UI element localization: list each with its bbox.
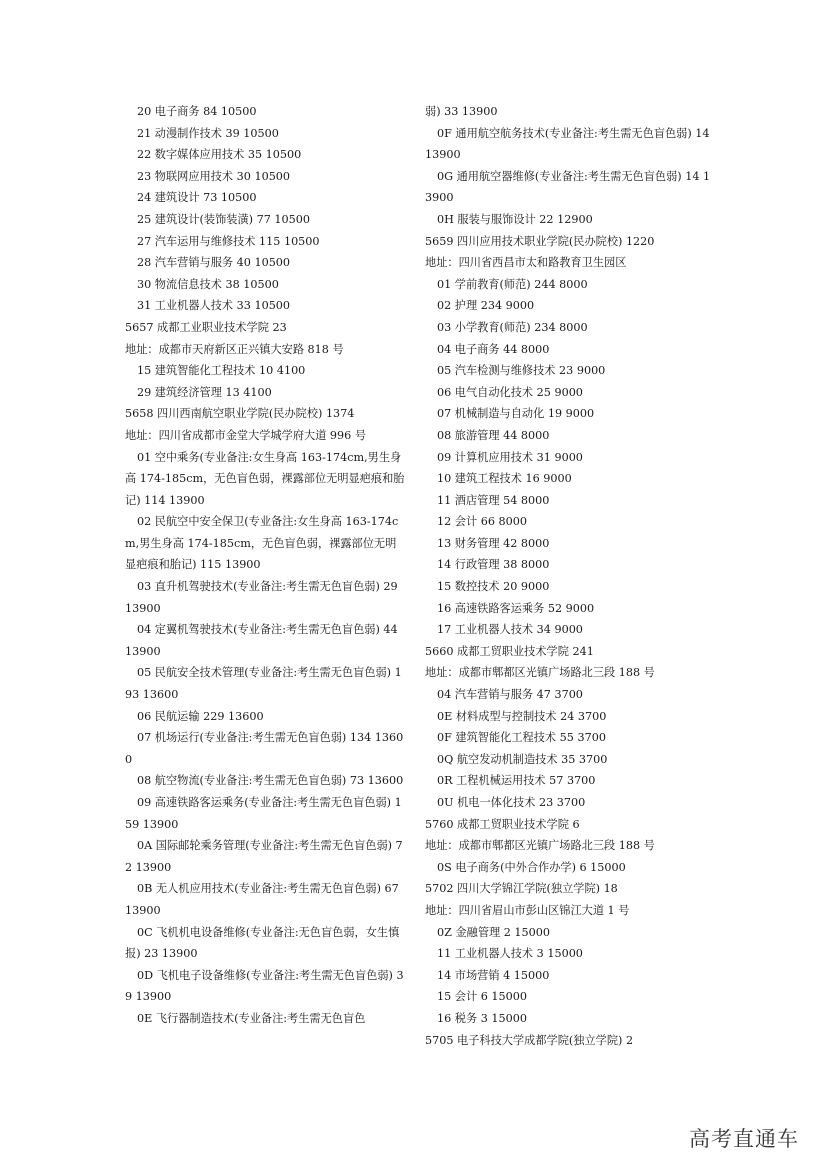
major-entry: 21 动漫制作技术 39 10500 xyxy=(137,126,279,140)
institution-entry: 5760 成都工贸职业技术学院 6 xyxy=(425,817,580,831)
major-entry: 01 学前教育(师范) 244 8000 xyxy=(437,277,588,291)
major-entry: 07 机场运行(专业备注:考生需无色盲色弱) 134 13600 xyxy=(125,731,404,766)
major-entry: 0B 无人机应用技术(专业备注:考生需无色盲色弱) 67 13900 xyxy=(125,882,399,917)
major-entry: 0U 机电一体化技术 23 3700 xyxy=(437,796,586,809)
major-entry: 05 民航安全技术管理(专业备注:考生需无色盲色弱) 193 13600 xyxy=(125,666,402,702)
major-entry: 09 高速铁路客运乘务(专业备注:考生需无色盲色弱) 159 13900 xyxy=(125,796,402,831)
major-entry: 25 建筑设计(装饰装潢) 77 10500 xyxy=(137,212,310,226)
major-entry: 0H 服装与服饰设计 22 12900 xyxy=(437,212,593,226)
major-entry: 11 工业机器人技术 3 15000 xyxy=(437,947,583,961)
major-entry: 14 市场营销 4 15000 xyxy=(437,968,550,982)
major-entry: 09 计算机应用技术 31 9000 xyxy=(437,450,583,464)
major-entry: 27 汽车运用与维修技术 115 10500 xyxy=(137,234,320,248)
major-entry: 11 酒店管理 54 8000 xyxy=(437,493,550,507)
major-entry: 24 建筑设计 73 10500 xyxy=(137,191,257,205)
major-entry: 04 汽车营销与服务 47 3700 xyxy=(437,688,583,702)
major-entry: 0G 通用航空器维修(专业备注:考生需无色盲色弱) 14 13900 xyxy=(425,169,711,205)
major-entry: 0E 材料成型与控制技术 24 3700 xyxy=(437,709,607,723)
major-entry: 23 物联网应用技术 30 10500 xyxy=(137,169,291,183)
major-entry: 06 电气自动化技术 25 9000 xyxy=(437,385,583,399)
major-entry: 0S 电子商务(中外合作办学) 6 15000 xyxy=(437,860,626,874)
major-entry: 30 物流信息技术 38 10500 xyxy=(137,277,279,291)
institution-entry: 5705 电子科技大学成都学院(独立学院) 2 xyxy=(425,1033,634,1047)
address-entry: 地址：四川省西昌市太和路教育卫生园区 xyxy=(425,256,627,270)
major-entry: 0A 国际邮轮乘务管理(专业备注:考生需无色盲色弱) 72 13900 xyxy=(125,839,403,874)
major-entry: 28 汽车营销与服务 40 10500 xyxy=(137,256,291,270)
major-entry: 22 数字媒体应用技术 35 10500 xyxy=(137,148,302,162)
major-entry: 03 小学教育(师范) 234 8000 xyxy=(437,320,588,334)
major-entry: 12 会计 66 8000 xyxy=(437,515,527,529)
major-entry: 31 工业机器人技术 33 10500 xyxy=(137,299,291,313)
major-entry: 06 民航运输 229 13600 xyxy=(137,709,264,723)
major-entry: 04 定翼机驾驶技术(专业备注:考生需无色盲色弱) 44 13900 xyxy=(125,623,398,658)
major-entry: 17 工业机器人技术 34 9000 xyxy=(437,623,583,637)
major-entry: 13 财务管理 42 8000 xyxy=(437,536,550,550)
major-entry: 0Z 金融管理 2 15000 xyxy=(437,925,551,939)
address-entry: 地址：成都市郫都区光镇广场路北三段 188 号 xyxy=(425,666,655,680)
major-entry: 08 航空物流(专业备注:考生需无色盲色弱) 73 13600 xyxy=(137,774,404,788)
major-entry: 0F 通用航空航务技术(专业备注:考生需无色盲色弱) 14 13900 xyxy=(425,126,710,162)
left-column xyxy=(125,101,405,1030)
right-column xyxy=(425,101,715,1051)
major-entry: 0E 飞行器制造技术(专业备注:考生需无色盲色 xyxy=(137,1011,366,1025)
institution-entry: 5658 四川西南航空职业学院(民办院校) 1374 xyxy=(125,407,355,421)
major-entry: 0Q 航空发动机制造技术 35 3700 xyxy=(437,752,608,766)
major-entry: 04 电子商务 44 8000 xyxy=(437,342,550,356)
major-entry: 08 旅游管理 44 8000 xyxy=(437,428,550,442)
major-entry: 0C 飞机机电设备维修(专业备注:无色盲色弱，女生慎报) 23 13900 xyxy=(125,925,400,961)
major-entry: 29 建筑经济管理 13 4100 xyxy=(137,385,272,399)
major-entry: 15 会计 6 15000 xyxy=(437,990,527,1004)
major-entry: 01 空中乘务(专业备注:女生身高 163-174cm,男生身高 174-185cm，无色盲色弱，裸露部位无明显疤痕和胎记) 114 13900 xyxy=(125,450,405,507)
major-entry: 16 税务 3 15000 xyxy=(437,1011,527,1025)
major-entry: 15 数控技术 20 9000 xyxy=(437,580,550,594)
major-entry: 02 民航空中安全保卫(专业备注:女生身高 163-174cm,男生身高 174-185cm，无色盲色弱，裸露部位无明显疤痕和胎记) 115 13900 xyxy=(125,515,399,572)
major-entry: 20 电子商务 84 10500 xyxy=(137,105,257,118)
institution-entry: 5702 四川大学锦江学院(独立学院) 18 xyxy=(425,882,618,896)
address-entry: 地址：成都市天府新区正兴镇大安路 818 号 xyxy=(125,342,344,356)
major-entry: 0D 飞机电子设备维修(专业备注:考生需无色盲色弱) 39 13900 xyxy=(125,968,404,1004)
major-entry: 15 建筑智能化工程技术 10 4100 xyxy=(137,364,306,378)
major-entry: 16 高速铁路客运乘务 52 9000 xyxy=(437,601,595,615)
address-entry: 地址：四川省眉山市彭山区锦江大道 1 号 xyxy=(425,903,630,917)
institution-entry: 5660 成都工贸职业技术学院 241 xyxy=(425,644,594,658)
major-entry: 03 直升机驾驶技术(专业备注:考生需无色盲色弱) 29 13900 xyxy=(125,580,398,615)
address-entry: 地址：四川省成都市金堂大学城学府大道 996 号 xyxy=(125,428,367,442)
major-entry: 0F 建筑智能化工程技术 55 3700 xyxy=(437,731,606,745)
institution-entry: 5657 成都工业职业技术学院 23 xyxy=(125,320,287,334)
major-entry: 10 建筑工程技术 16 9000 xyxy=(437,472,572,486)
address-entry: 地址：成都市郫都区光镇广场路北三段 188 号 xyxy=(425,839,655,853)
major-entry: 14 行政管理 38 8000 xyxy=(437,558,550,572)
major-entry: 07 机械制造与自动化 19 9000 xyxy=(437,407,595,421)
watermark-text: 高考直通车 xyxy=(689,1127,799,1151)
major-entry: 0R 工程机械运用技术 57 3700 xyxy=(437,774,596,788)
major-entry: 02 护理 234 9000 xyxy=(437,299,535,313)
major-entry: 05 汽车检测与维修技术 23 9000 xyxy=(437,364,606,378)
institution-entry: 5659 四川应用技术职业学院(民办院校) 1220 xyxy=(425,234,655,248)
continuation-entry: 弱) 33 13900 xyxy=(425,105,498,118)
